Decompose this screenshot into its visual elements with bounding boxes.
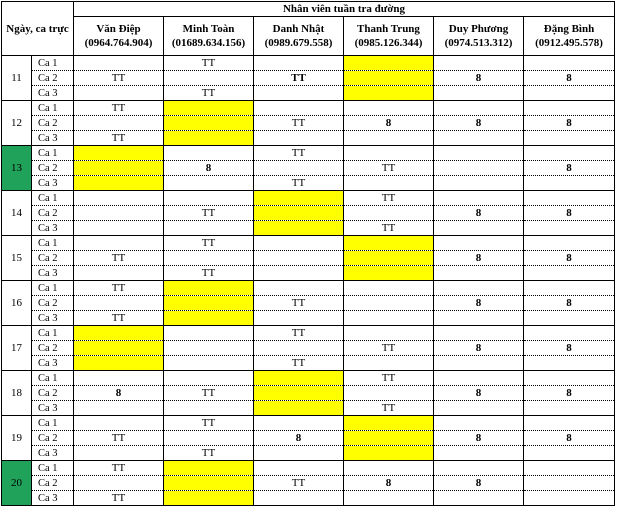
duty-cell <box>164 71 254 86</box>
employee-header <box>524 17 615 56</box>
duty-cell <box>434 56 524 71</box>
duty-cell <box>74 356 164 371</box>
duty-cell <box>254 311 344 326</box>
day-number: 12 <box>2 101 32 146</box>
duty-cell <box>74 266 164 281</box>
shift-row <box>2 161 615 176</box>
duty-cell <box>254 371 344 386</box>
duty-cell: 8 <box>434 386 524 401</box>
day-number: 14 <box>2 191 32 236</box>
employee-header <box>74 17 164 56</box>
shift-label: Ca 2 <box>32 161 74 176</box>
duty-cell: TT <box>254 296 344 311</box>
duty-cell <box>344 206 434 221</box>
duty-cell: 8 <box>434 71 524 86</box>
duty-cell <box>434 326 524 341</box>
shift-row <box>2 386 615 401</box>
day-number: 13 <box>2 146 32 191</box>
duty-cell <box>524 191 615 206</box>
duty-cell <box>344 311 434 326</box>
employee-header <box>254 17 344 56</box>
duty-cell <box>524 446 615 461</box>
duty-cell <box>344 86 434 101</box>
duty-cell <box>344 491 434 506</box>
duty-cell <box>164 341 254 356</box>
shift-row <box>2 266 615 281</box>
duty-cell <box>254 386 344 401</box>
duty-cell <box>434 131 524 146</box>
shift-label: Ca 2 <box>32 341 74 356</box>
duty-cell: TT <box>344 401 434 416</box>
duty-cell <box>164 221 254 236</box>
duty-cell: 8 <box>434 251 524 266</box>
shift-row <box>2 86 615 101</box>
shift-label: Ca 1 <box>32 146 74 161</box>
duty-cell: 8 <box>164 161 254 176</box>
shift-label: Ca 3 <box>32 176 74 191</box>
duty-cell <box>74 161 164 176</box>
duty-cell <box>344 416 434 431</box>
duty-cell <box>344 461 434 476</box>
duty-cell <box>74 206 164 221</box>
duty-cell <box>524 281 615 296</box>
day-number: 20 <box>2 461 32 506</box>
duty-cell <box>434 191 524 206</box>
duty-cell: 8 <box>434 206 524 221</box>
duty-cell <box>164 431 254 446</box>
duty-cell <box>164 401 254 416</box>
shift-label: Ca 1 <box>32 101 74 116</box>
employee-name: Minh Toàn <box>182 23 235 35</box>
shift-row <box>2 491 615 506</box>
shift-label: Ca 1 <box>32 56 74 71</box>
employee-name: Văn Điệp <box>96 23 141 35</box>
duty-cell <box>74 416 164 431</box>
duty-cell <box>344 356 434 371</box>
duty-cell <box>254 86 344 101</box>
shift-label: Ca 2 <box>32 206 74 221</box>
duty-cell <box>254 266 344 281</box>
duty-cell: TT <box>164 386 254 401</box>
shift-label: Ca 2 <box>32 116 74 131</box>
day-number: 11 <box>2 56 32 101</box>
duty-cell <box>74 236 164 251</box>
duty-cell <box>164 326 254 341</box>
duty-cell: TT <box>254 71 344 86</box>
duty-cell <box>524 101 615 116</box>
employee-name: Đặng Bình <box>543 23 595 35</box>
shift-label: Ca 2 <box>32 431 74 446</box>
duty-cell <box>524 221 615 236</box>
duty-cell: 8 <box>434 476 524 491</box>
shift-label: Ca 1 <box>32 281 74 296</box>
duty-cell: TT <box>254 176 344 191</box>
duty-cell: 8 <box>524 161 615 176</box>
duty-cell <box>254 401 344 416</box>
shift-label: Ca 1 <box>32 371 74 386</box>
duty-cell <box>74 296 164 311</box>
duty-cell <box>434 461 524 476</box>
shift-row <box>2 476 615 491</box>
shift-row <box>2 326 615 341</box>
duty-cell <box>164 146 254 161</box>
shift-row <box>2 56 615 71</box>
duty-cell <box>344 431 434 446</box>
duty-cell <box>344 236 434 251</box>
duty-cell: TT <box>164 86 254 101</box>
duty-cell <box>164 491 254 506</box>
duty-cell: 8 <box>524 116 615 131</box>
shift-label: Ca 3 <box>32 356 74 371</box>
duty-cell: TT <box>344 191 434 206</box>
duty-cell <box>74 191 164 206</box>
duty-cell: TT <box>74 431 164 446</box>
duty-cell <box>434 491 524 506</box>
shift-label: Ca 3 <box>32 446 74 461</box>
duty-cell <box>74 176 164 191</box>
duty-cell <box>74 341 164 356</box>
duty-cell <box>344 296 434 311</box>
duty-cell <box>164 131 254 146</box>
shift-row <box>2 251 615 266</box>
duty-cell <box>524 131 615 146</box>
duty-cell <box>164 356 254 371</box>
duty-cell <box>74 56 164 71</box>
duty-cell: TT <box>344 161 434 176</box>
employee-header <box>434 17 524 56</box>
shift-label: Ca 2 <box>32 251 74 266</box>
duty-cell <box>254 446 344 461</box>
duty-cell <box>524 266 615 281</box>
duty-cell: TT <box>74 491 164 506</box>
duty-cell <box>344 176 434 191</box>
duty-cell <box>434 401 524 416</box>
duty-cell <box>254 341 344 356</box>
duty-cell <box>254 206 344 221</box>
shift-label: Ca 1 <box>32 236 74 251</box>
duty-cell <box>434 101 524 116</box>
shift-label: Ca 2 <box>32 296 74 311</box>
duty-cell <box>164 101 254 116</box>
duty-cell: TT <box>74 311 164 326</box>
duty-cell: TT <box>344 341 434 356</box>
day-number: 16 <box>2 281 32 326</box>
duty-cell <box>524 491 615 506</box>
duty-cell <box>434 356 524 371</box>
duty-cell <box>434 236 524 251</box>
shift-label: Ca 2 <box>32 476 74 491</box>
duty-cell: 8 <box>434 116 524 131</box>
duty-cell: TT <box>344 371 434 386</box>
duty-cell <box>74 371 164 386</box>
employee-name: Thanh Trung <box>357 23 420 35</box>
duty-cell <box>164 461 254 476</box>
duty-cell: 8 <box>524 206 615 221</box>
duty-cell <box>524 401 615 416</box>
employee-header <box>344 17 434 56</box>
employee-phone: (0985.126.344) <box>354 37 423 49</box>
duty-cell <box>344 251 434 266</box>
duty-cell <box>344 326 434 341</box>
duty-cell: TT <box>254 476 344 491</box>
duty-cell <box>254 221 344 236</box>
duty-cell <box>254 101 344 116</box>
duty-cell <box>524 476 615 491</box>
duty-cell: 8 <box>524 251 615 266</box>
duty-cell <box>74 401 164 416</box>
duty-cell <box>344 446 434 461</box>
duty-cell: TT <box>74 281 164 296</box>
employee-name: Danh Nhật <box>272 23 325 35</box>
duty-cell: TT <box>164 56 254 71</box>
duty-cell <box>254 461 344 476</box>
duty-cell <box>434 311 524 326</box>
duty-cell <box>164 281 254 296</box>
duty-cell <box>524 416 615 431</box>
duty-cell: 8 <box>434 431 524 446</box>
shift-label: Ca 3 <box>32 491 74 506</box>
duty-cell <box>524 371 615 386</box>
duty-cell <box>434 266 524 281</box>
duty-cell <box>254 236 344 251</box>
duty-cell <box>434 416 524 431</box>
corner-header: Ngày, ca trực <box>2 2 74 56</box>
duty-cell <box>344 71 434 86</box>
duty-cell <box>434 221 524 236</box>
duty-cell <box>164 371 254 386</box>
shift-label: Ca 3 <box>32 311 74 326</box>
duty-cell <box>524 176 615 191</box>
shift-label: Ca 3 <box>32 401 74 416</box>
duty-cell <box>524 236 615 251</box>
duty-cell <box>344 131 434 146</box>
duty-cell <box>524 356 615 371</box>
duty-cell: TT <box>74 461 164 476</box>
shift-row <box>2 371 615 386</box>
shift-label: Ca 2 <box>32 386 74 401</box>
shift-label: Ca 3 <box>32 131 74 146</box>
duty-cell: 8 <box>524 431 615 446</box>
shift-label: Ca 3 <box>32 221 74 236</box>
duty-cell <box>74 446 164 461</box>
duty-cell <box>344 266 434 281</box>
employee-phone: (0974.513.312) <box>444 37 513 49</box>
duty-cell <box>254 491 344 506</box>
duty-cell: 8 <box>524 386 615 401</box>
shift-row <box>2 206 615 221</box>
duty-cell: TT <box>164 416 254 431</box>
duty-cell: 8 <box>254 431 344 446</box>
duty-cell <box>254 281 344 296</box>
shift-row <box>2 416 615 431</box>
shift-row <box>2 191 615 206</box>
shift-label: Ca 1 <box>32 416 74 431</box>
duty-cell: TT <box>164 266 254 281</box>
duty-cell: TT <box>254 146 344 161</box>
duty-cell <box>74 146 164 161</box>
duty-cell: 8 <box>74 386 164 401</box>
duty-cell <box>434 446 524 461</box>
duty-cell <box>524 56 615 71</box>
duty-cell <box>254 251 344 266</box>
day-number: 18 <box>2 371 32 416</box>
duty-cell: TT <box>74 251 164 266</box>
duty-cell <box>74 221 164 236</box>
duty-cell <box>344 56 434 71</box>
duty-cell <box>524 86 615 101</box>
shift-label: Ca 3 <box>32 266 74 281</box>
shift-row <box>2 116 615 131</box>
duty-cell: 8 <box>344 476 434 491</box>
day-number: 15 <box>2 236 32 281</box>
table-title: Nhân viên tuần tra đường <box>74 2 615 17</box>
duty-cell <box>434 161 524 176</box>
shift-row <box>2 71 615 86</box>
duty-cell <box>164 191 254 206</box>
duty-cell <box>434 146 524 161</box>
duty-cell: 8 <box>434 296 524 311</box>
employee-header <box>164 17 254 56</box>
duty-cell <box>434 176 524 191</box>
duty-cell: TT <box>254 356 344 371</box>
duty-cell: TT <box>74 101 164 116</box>
shift-row <box>2 131 615 146</box>
shift-row <box>2 431 615 446</box>
duty-cell <box>344 386 434 401</box>
duty-cell <box>524 311 615 326</box>
duty-cell <box>164 251 254 266</box>
duty-cell: 8 <box>524 71 615 86</box>
duty-cell <box>344 281 434 296</box>
duty-cell <box>434 371 524 386</box>
shift-row <box>2 311 615 326</box>
shift-row <box>2 461 615 476</box>
employee-name: Duy Phương <box>448 23 509 35</box>
shift-row <box>2 221 615 236</box>
duty-cell: TT <box>164 446 254 461</box>
duty-cell: TT <box>344 221 434 236</box>
duty-cell <box>254 191 344 206</box>
shift-label: Ca 1 <box>32 461 74 476</box>
shift-row <box>2 101 615 116</box>
duty-cell <box>74 326 164 341</box>
shift-row <box>2 341 615 356</box>
duty-cell: 8 <box>524 341 615 356</box>
duty-cell <box>74 476 164 491</box>
duty-cell <box>74 116 164 131</box>
shift-row <box>2 236 615 251</box>
duty-cell <box>164 176 254 191</box>
day-number: 19 <box>2 416 32 461</box>
shift-row <box>2 401 615 416</box>
duty-cell: 8 <box>524 296 615 311</box>
employee-phone: (0964.764.904) <box>84 37 153 49</box>
duty-cell <box>524 326 615 341</box>
duty-cell: TT <box>74 131 164 146</box>
duty-cell <box>164 311 254 326</box>
shift-label: Ca 2 <box>32 71 74 86</box>
duty-cell <box>254 131 344 146</box>
duty-cell <box>164 296 254 311</box>
shift-row <box>2 176 615 191</box>
shift-row <box>2 356 615 371</box>
duty-cell <box>254 416 344 431</box>
shift-label: Ca 1 <box>32 326 74 341</box>
employee-phone: (0912.495.578) <box>535 37 603 49</box>
shift-row <box>2 281 615 296</box>
shift-label: Ca 3 <box>32 86 74 101</box>
day-number: 17 <box>2 326 32 371</box>
duty-cell <box>164 476 254 491</box>
duty-cell <box>434 281 524 296</box>
duty-cell: 8 <box>434 341 524 356</box>
duty-cell <box>254 56 344 71</box>
duty-cell <box>524 146 615 161</box>
duty-cell: 8 <box>344 116 434 131</box>
duty-cell <box>74 86 164 101</box>
shift-row <box>2 146 615 161</box>
duty-cell: TT <box>74 71 164 86</box>
duty-cell <box>434 86 524 101</box>
employee-phone: (0989.679.558) <box>264 37 333 49</box>
duty-cell: TT <box>254 116 344 131</box>
duty-roster-table <box>1 1 615 506</box>
duty-cell: TT <box>254 326 344 341</box>
shift-row <box>2 296 615 311</box>
employee-phone: (01689.634.156) <box>171 37 246 49</box>
duty-cell <box>164 116 254 131</box>
duty-cell <box>344 146 434 161</box>
duty-cell <box>254 161 344 176</box>
duty-cell <box>344 101 434 116</box>
duty-cell <box>524 461 615 476</box>
shift-row <box>2 446 615 461</box>
duty-cell: TT <box>164 206 254 221</box>
duty-cell: TT <box>164 236 254 251</box>
shift-label: Ca 1 <box>32 191 74 206</box>
